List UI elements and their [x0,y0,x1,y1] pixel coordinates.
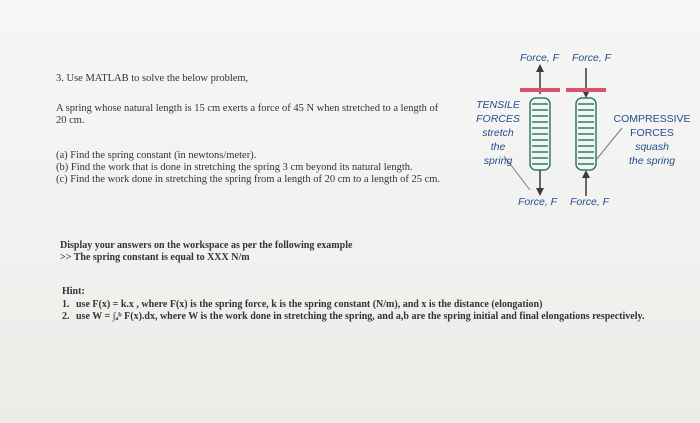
question-title: 3. Use MATLAB to solve the below problem, [56,73,249,84]
top-left-force-label: Force, F [520,52,560,64]
compressive-line-2: FORCES [630,127,674,139]
compressive-line-3: squash [635,141,669,153]
tensile-line-4: the [490,141,506,153]
top-right-force-label: Force, F [572,52,612,64]
compressive-line-1: COMPRESSIVE [613,113,691,125]
compressive-top-plate [566,88,606,92]
compressive-label [606,112,698,168]
part-a: (a) Find the spring constant (in newtons/meter). [56,150,257,161]
compressive-bottom-arrowhead [582,170,590,178]
tensile-top-plate [520,88,560,92]
tensile-line-3: stretch [482,127,514,139]
hint-num-2: 2. [62,311,70,322]
display-line-2: >> The spring constant is equal to XXX N/m [60,252,250,263]
part-c: (c) Find the work done in stretching the spring from a length of 20 cm to a length of 25 cm. [56,174,441,185]
display-line-1: Display your answers on the workspace as per the following example [60,240,353,251]
tensile-top-arrowhead [536,64,544,72]
hint-text-2: use W = ∫ₐᵇ F(x).dx, where W is the work done in stretching the spring, and a,b are the spring initial and final elongations respectively. [76,311,645,322]
tensile-line-2: FORCES [476,113,520,125]
hint-item-2 [62,311,662,324]
part-b: (b) Find the work that is done in stretching the spring 3 cm beyond its natural length. [56,162,413,173]
tensile-line-1: TENSILE [476,99,520,111]
compressive-line-4: the spring [628,155,676,167]
tensile-coil-icon [532,104,548,164]
hint-item-1 [62,299,662,312]
bottom-right-force-label: Force, F [570,196,610,208]
hint-text-1: use F(x) = k.x , where F(x) is the spring force, k is the spring constant (N/m), and x is the distance (elongation) [76,298,543,310]
spring-force-diagram [466,50,700,210]
display-instructions [60,240,352,264]
bottom-left-force-label: Force, F [518,196,558,208]
compressive-coil-icon [578,104,594,164]
question-parts [56,150,441,186]
tensile-line-5: spring [483,155,513,167]
hint-block [62,286,662,324]
tensile-bottom-arrowhead [536,188,544,196]
hint-title: Hint: [62,286,85,297]
tensile-label [470,98,526,168]
problem-statement: A spring whose natural length is 15 cm exerts a force of 45 N when stretched to a length of 20 cm. [56,103,439,126]
hint-num-1: 1. [62,298,70,310]
